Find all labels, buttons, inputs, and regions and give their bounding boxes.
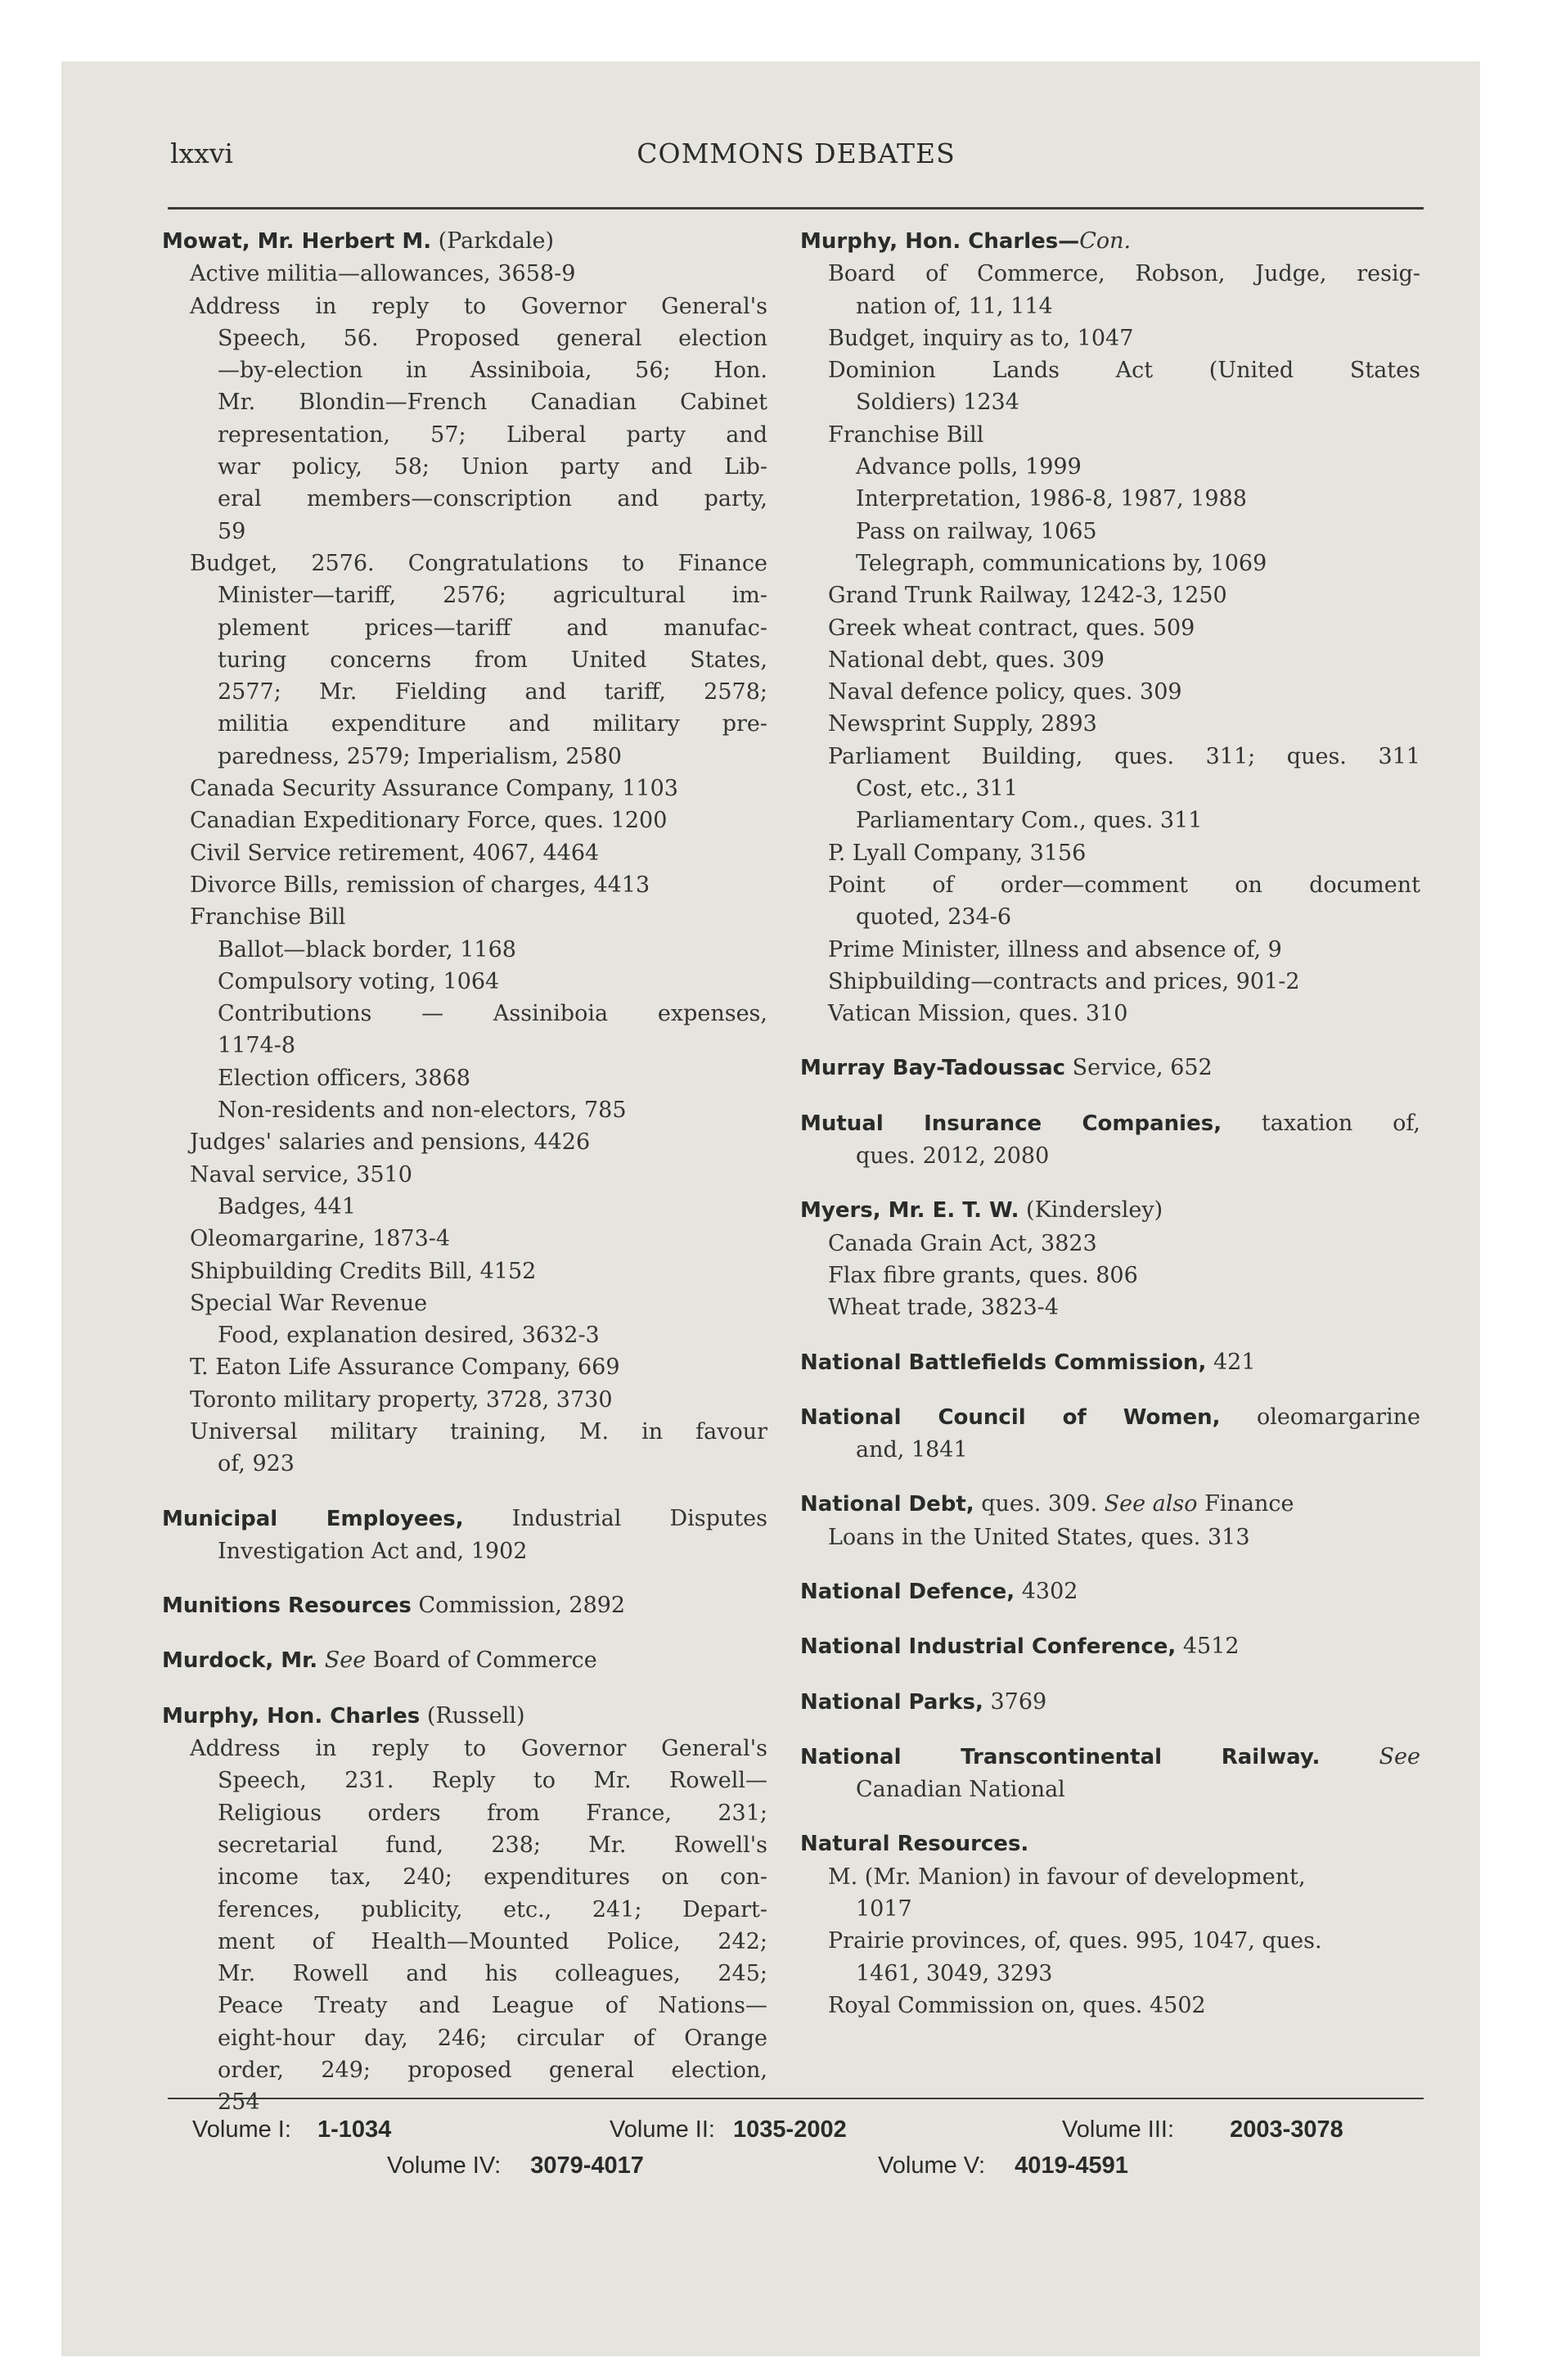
entry-subline: of, 923 [218,1451,295,1477]
entry-subline: National debt, ques. 309 [828,647,1105,673]
entry-heading: National Battlefields Commission, [800,1350,1207,1375]
index-entry [162,1589,767,1622]
entry-subline: Naval service, 3510 [190,1161,412,1188]
entry-heading-detail: 3769 [983,1688,1047,1715]
entry-subline: Canadian Expeditionary Force, ques. 1200 [190,808,668,834]
index-entry [162,1644,767,1677]
index-entry [800,1401,1420,1467]
footer-volume-3-range: 2003-3078 [1230,2116,1343,2143]
entry-heading-line [162,1644,767,1677]
entry-subline: Shipbuilding—contracts and prices, 901-2 [828,968,1300,994]
entry-subline: Royal Commission on, ques. 4502 [828,1992,1206,2018]
entry-subline: Vatican Mission, ques. 310 [828,1001,1128,1027]
index-entry [162,1503,767,1568]
entry-subline: income tax, 240; expenditures on con- [218,1864,767,1891]
entry-heading-crossref: See also [1097,1491,1198,1517]
footer-volume-2-label: Volume II: [610,2116,715,2143]
footer-volume-2-range: 1035-2002 [733,2116,847,2143]
entry-heading: Municipal Employees, [162,1506,464,1531]
entry-heading-detail: oleomargarine [1220,1404,1421,1430]
entry-subline: Soldiers) 1234 [856,390,1019,416]
entry-subline: Judges' salaries and pensions, 4426 [190,1129,591,1156]
entry-heading-detail: Commission, 2892 [411,1593,626,1619]
footer-volume-4 [387,2152,644,2179]
entry-subline: T. Eaton Life Assurance Company, 669 [190,1355,620,1381]
entry-subline: 1174-8 [218,1033,296,1059]
entry-heading: National Debt, [800,1492,974,1517]
entry-heading-line [800,1828,1420,1860]
entry-subline: Shipbuilding Credits Bill, 4152 [190,1258,537,1284]
entry-subline: eral members—conscription and party, [218,486,767,512]
index-entry [800,1575,1420,1608]
entry-heading-line [800,1630,1420,1663]
entry-subline: Ballot—black border, 1168 [218,936,516,962]
entry-subline: Parliamentary Com., ques. 311 [856,808,1203,834]
entry-subline: turing concerns from United States, [218,647,767,673]
entry-subline: Mr. Rowell and his colleagues, 245; [218,1961,767,1987]
entry-heading-line [800,1107,1420,1140]
right-column [800,225,1420,2022]
index-entry [800,1828,1420,2022]
entry-subline: Pass on railway, 1065 [856,518,1097,544]
entry-heading-line [800,1194,1420,1227]
entry-heading-line [800,1401,1420,1434]
entry-heading-detail: (Kindersley) [1019,1197,1163,1224]
entry-subline: Flax fibre grants, ques. 806 [828,1262,1138,1288]
footer-volume-1 [192,2116,391,2143]
footer-volume-5-label: Volume V: [878,2152,986,2179]
entry-subline: Minister—tariff, 2576; agricultural im- [218,583,767,609]
entry-heading-crossref: See [317,1648,367,1674]
footer-volume-4-range: 3079-4017 [530,2152,644,2179]
entry-subline: secretarial fund, 238; Mr. Rowell's [218,1832,767,1858]
entry-subline: Naval defence policy, ques. 309 [828,679,1182,705]
entry-subline: war policy, 58; Union party and Lib- [218,454,767,480]
entry-subline: Franchise Bill [190,904,346,931]
entry-subline: order, 249; proposed general election, [218,2058,767,2084]
entry-subline: Contributions — Assiniboia expenses, [218,1001,767,1027]
entry-subline: Telegraph, communications by, 1069 [856,550,1267,576]
entry-subline: 254 [218,2089,260,2116]
entry-subline: Canada Grain Act, 3823 [828,1230,1097,1256]
index-entry [800,1194,1420,1323]
page-number: lxxvi [170,137,233,169]
entry-heading: Murphy, Hon. Charles— [800,229,1080,254]
entry-subline: eight-hour day, 246; circular of Orange [218,2025,767,2051]
entry-heading-detail: 4302 [1015,1578,1078,1604]
footer-volume-3-label: Volume III: [1062,2116,1175,2143]
entry-subline: Budget, 2576. Congratulations to Finance [190,550,767,576]
entry-heading-line [162,1589,767,1622]
running-title: COMMONS DEBATES [637,137,956,169]
entry-subline: Religious orders from France, 231; [218,1800,767,1826]
entry-subline: Parliament Building, ques. 311; ques. 311 [828,743,1420,769]
entry-subline: Address in reply to Governor General's [190,293,767,319]
entry-heading-crossref: See [1320,1743,1420,1769]
entry-subline: Prairie provinces, of, ques. 995, 1047, ques. [828,1928,1322,1954]
entry-heading-line [162,1503,767,1535]
entry-subline: militia expenditure and military pre- [218,711,767,737]
entry-subline: Peace Treaty and League of Nations— [218,1993,767,2019]
entry-heading-line [800,1346,1420,1379]
entry-heading-detail: ques. 309. [974,1491,1098,1517]
entry-heading: National Industrial Conference, [800,1634,1177,1660]
entry-subline: Wheat trade, 3823-4 [828,1295,1059,1321]
entry-subline: Franchise Bill [828,421,984,448]
entry-heading-detail: (Russell) [420,1702,525,1729]
footer-volume-5-range: 4019-4591 [1015,2152,1128,2179]
entry-heading: Murdock, Mr. [162,1648,318,1674]
entry-subline: and, 1841 [856,1437,968,1463]
index-entry [800,225,1420,1030]
index-entry [162,225,767,1481]
left-column [162,225,767,2119]
entry-heading: Murphy, Hon. Charles [162,1703,421,1729]
entry-subline: ment of Health—Mounted Police, 242; [218,1928,767,1954]
entry-subline: Greek wheat contract, ques. 509 [828,615,1195,641]
entry-subline: Universal military training, M. in favour [190,1418,767,1445]
entry-subline: Speech, 56. Proposed general election [218,325,767,351]
entry-heading-detail: Industrial Disputes [463,1505,767,1531]
entry-subline: Civil Service retirement, 4067, 4464 [190,840,600,866]
entry-heading-detail: Service, 652 [1065,1055,1213,1081]
entry-subline: Non-residents and non-electors, 785 [218,1098,627,1124]
entry-subline: Food, explanation desired, 3632-3 [218,1323,600,1349]
footer-volume-1-range: 1-1034 [317,2116,392,2143]
entry-subline: 1017 [856,1896,912,1922]
entry-subline: Speech, 231. Reply to Mr. Rowell— [218,1768,767,1794]
entry-heading: Mowat, Mr. Herbert M. [162,229,432,254]
entry-subline: Board of Commerce, Robson, Judge, resig- [828,261,1420,287]
entry-heading: National Transcontinental Railway. [800,1744,1321,1769]
footer-volume-4-label: Volume IV: [387,2152,502,2179]
index-entry [800,1052,1420,1084]
entry-heading-line [800,1575,1420,1608]
entry-subline: representation, 57; Liberal party and [218,421,767,448]
footer-volume-3 [1062,2116,1343,2143]
entry-heading-detail: taxation of, [1222,1110,1421,1136]
index-entry [800,1686,1420,1719]
entry-heading: Mutual Insurance Companies, [800,1111,1222,1136]
entry-subline: Divorce Bills, remission of charges, 4413 [190,872,650,898]
index-entry [800,1346,1420,1379]
index-entry [800,1741,1420,1806]
entry-heading-detail: 421 [1206,1349,1256,1375]
entry-subline: 2577; Mr. Fielding and tariff, 2578; [218,679,767,705]
entry-subline: Mr. Blondin—French Canadian Cabinet [218,390,767,416]
page-header [170,137,1422,187]
entry-subline: Interpretation, 1986-8, 1987, 1988 [856,486,1247,512]
footer-volume-5 [878,2152,1128,2179]
entry-heading-crossref: Con. [1079,228,1132,254]
entry-subline: —by-election in Assiniboia, 56; Hon. [218,358,767,384]
entry-subline: paredness, 2579; Imperialism, 2580 [218,743,622,769]
entry-heading-line [162,225,767,258]
entry-subline: quoted, 234-6 [856,904,1012,931]
entry-heading: National Parks, [800,1689,983,1715]
entry-subline: Toronto military property, 3728, 3730 [190,1386,613,1413]
index-entry [800,1630,1420,1663]
entry-subline: Badges, 441 [218,1193,357,1219]
entry-subline: nation of, 11, 114 [856,293,1053,319]
entry-subline: Investigation Act and, 1902 [218,1538,528,1564]
index-entry [800,1488,1420,1553]
entry-heading: Natural Resources. [800,1832,1029,1857]
footer-volume-2 [610,2116,847,2143]
entry-heading-detail: 4512 [1176,1634,1240,1660]
entry-heading: Murray Bay-Tadoussac [800,1056,1066,1081]
header-rule [168,207,1424,210]
entry-heading-line [800,1686,1420,1719]
entry-subline: Cost, etc., 311 [856,776,1019,802]
entry-subline: Advance polls, 1999 [856,454,1082,480]
entry-subline: Grand Trunk Railway, 1242-3, 1250 [828,583,1227,609]
entry-heading: Munitions Resources [162,1593,412,1619]
entry-heading-detail: (Parkdale) [431,228,555,254]
entry-subline: Address in reply to Governor General's [190,1736,767,1762]
entry-heading-detail: Board of Commerce [366,1648,597,1674]
entry-subline: plement prices—tariff and manufac- [218,615,767,641]
entry-heading-detail: Finance [1197,1491,1294,1517]
entry-subline: Budget, inquiry as to, 1047 [828,325,1134,351]
index-entry [162,1700,767,2119]
footer-rule [168,2098,1424,2099]
entry-subline: Special War Revenue [190,1290,428,1316]
footer-volume-1-label: Volume I: [192,2116,291,2143]
entry-subline: P. Lyall Company, 3156 [828,840,1087,866]
volume-footer [168,2108,1424,2182]
entry-heading-line [800,225,1420,258]
entry-subline: Compulsory voting, 1064 [218,968,500,994]
entry-subline: 59 [218,518,246,544]
entry-subline: Oleomargarine, 1873-4 [190,1226,451,1252]
entry-heading: National Council of Women, [800,1404,1221,1430]
entry-heading-line [800,1488,1420,1521]
entry-subline: 1461, 3049, 3293 [856,1960,1053,1986]
entry-heading: Myers, Mr. E. T. W. [800,1198,1019,1224]
entry-subline: ferences, publicity, etc., 241; Depart- [218,1896,767,1922]
entry-subline: ques. 2012, 2080 [856,1143,1050,1170]
entry-subline: Newsprint Supply, 2893 [828,711,1097,737]
entry-subline: Loans in the United States, ques. 313 [828,1524,1250,1550]
entry-heading-line [800,1741,1420,1774]
entry-subline: Canadian National [856,1777,1065,1803]
entry-subline: Election officers, 3868 [218,1065,470,1091]
entry-subline: Canada Security Assurance Company, 1103 [190,776,678,802]
entry-subline: Active militia—allowances, 3658-9 [190,261,576,287]
entry-heading-line [800,1052,1420,1084]
entry-subline: M. (Mr. Manion) in favour of development, [828,1864,1306,1890]
entry-subline: Dominion Lands Act (United States [828,358,1420,384]
entry-subline: Prime Minister, illness and absence of, 9 [828,936,1282,962]
entry-subline: Point of order—comment on document [828,872,1420,898]
entry-heading: National Defence, [800,1579,1015,1604]
index-entry [800,1107,1420,1173]
entry-heading-line [162,1700,767,1733]
